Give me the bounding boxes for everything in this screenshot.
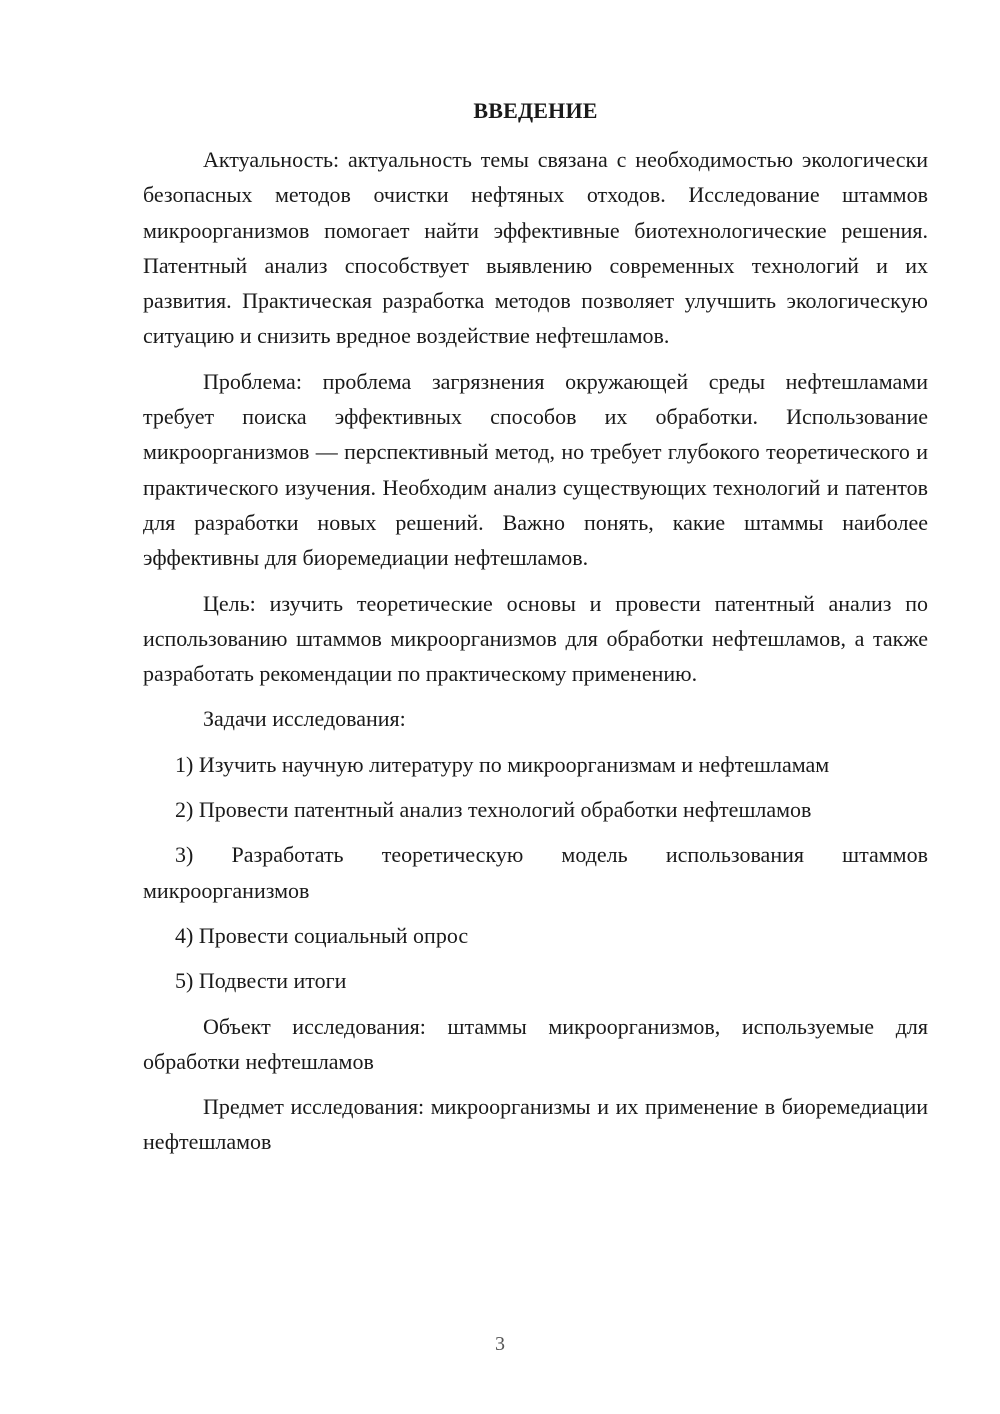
paragraph-problem: Проблема: проблема загрязнения окружающей среды нефтешламами требует поиска эффективных способов их обработки. Использование микроорганизмов — перспективный метод, но требует глубокого теоретического и практического изучения. Необходим анализ существующих технологий и патентов для разработки новых решений. Важно понять, какие штаммы наиболее эффективны для биоремедиации нефтешламов. [143, 368, 928, 571]
paragraph-object: Объект исследования: штаммы микроорганизмов, используемые для обработки нефтешламов [143, 1013, 928, 1074]
task-item-4: 4) Провести социальный опрос [175, 922, 469, 948]
document-page [143, 94, 928, 1170]
task-item-1: 1) Изучить научную литературу по микроорганизмам и нефтешламам [175, 751, 830, 777]
paragraph-relevance: Актуальность: актуальность темы связана с необходимостью экологически безопасных методов очистки нефтяных отходов. Исследование штаммов микроорганизмов помогает найти эффективные биотехнологические решения. Патентный анализ способствует выявлению современных технологий и их развития. Практическая разработка методов позволяет улучшить экологическую ситуацию и снизить вредное воздействие нефтешламов. [143, 147, 928, 349]
paragraph-goal: Цель: изучить теоретические основы и провести патентный анализ по использованию штаммов микроорганизмов для обработки нефтешламов, а также разработать рекомендации по практическому применению. [143, 590, 928, 687]
paragraph-subject: Предмет исследования: микроорганизмы и их применение в биоремедиации нефтешламов [143, 1094, 928, 1155]
task-item-5: 5) Подвести итоги [175, 968, 347, 994]
page-number: 3 [495, 1333, 505, 1355]
task-item-2: 2) Провести патентный анализ технологий обработки нефтешламов [175, 797, 812, 823]
task-item-3: 3) Разработать теоретическую модель использования штаммов микроорганизмов [143, 842, 928, 903]
tasks-heading: Задачи исследования: [203, 706, 406, 732]
section-heading: ВВЕДЕНИЕ [473, 98, 598, 123]
